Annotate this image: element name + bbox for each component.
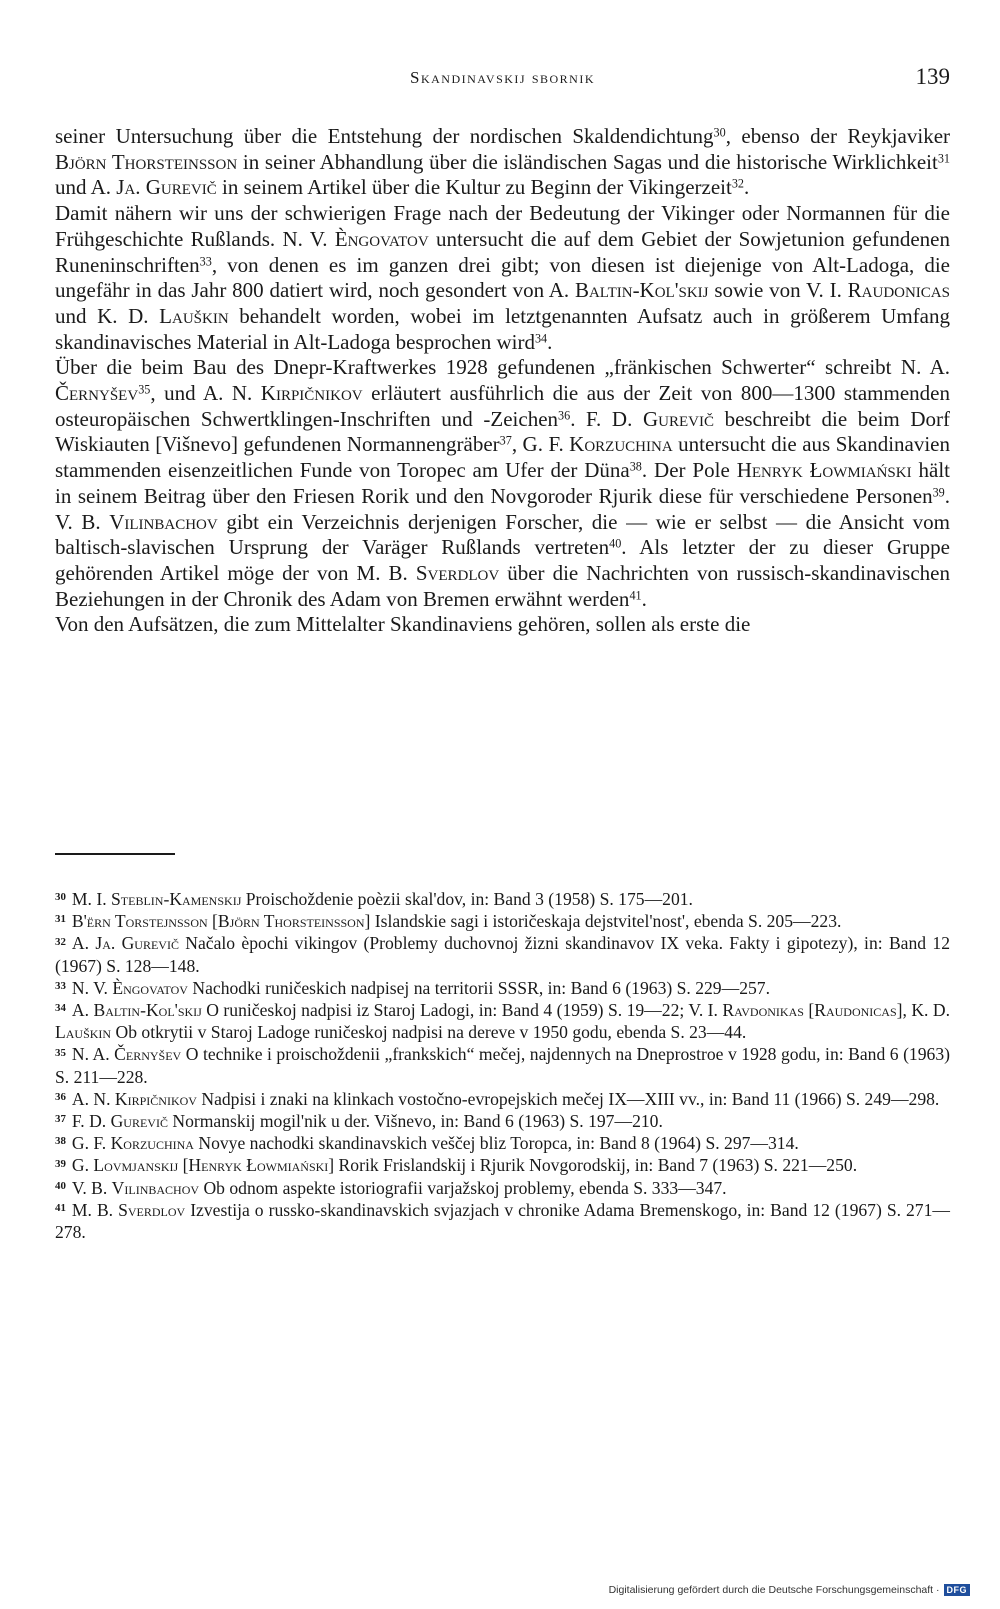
footnote-ref-32[interactable]: 32 [731, 176, 745, 191]
author-name: Vilinbachov [109, 509, 218, 534]
footnote-number: 35 [55, 1046, 66, 1059]
author-name: Steblin-Kamenskij [111, 889, 242, 909]
text-run: erläutert ausführlich die aus der Zeit von 800—1300 stammenden osteuropäischen Schwertklingen-Inschriften und -Zeichen [55, 381, 950, 431]
text-run: , von denen es im ganzen drei gibt; von diesen ist diejenige von Alt-Ladoga, die ungefähr in das Jahr 800 datiert wird, noch gesondert von A. [55, 252, 950, 303]
text-run: . Als letzter der zu dieser Gruppe gehörenden Artikel möge der von M. B. [55, 535, 950, 585]
text-run: O runičeskoj nadpisi iz Staroj Ladogi, in: Band 4 (1959) S. 19—22; V. I. [201, 1000, 723, 1021]
author-name: Björn Thorsteinsson [55, 149, 238, 174]
footnote-ref-36[interactable]: 36 [558, 408, 571, 423]
dfg-logo: DFG [944, 1584, 971, 1596]
text-run: gibt ein Verzeichnis derjenigen Forscher, die — wie er selbst — die Ansicht vom baltisch-slavischen Ursprung der Varäger Rußlands vertreten [55, 509, 950, 560]
author-name: Černyšev [114, 1044, 182, 1065]
text-run: F. D. [71, 1111, 111, 1132]
credit-text: Digitalisierung gefördert durch die Deutsche Forschungsgemeinschaft · [608, 1584, 940, 1596]
footnote-35 [55, 1043, 950, 1087]
text-run: A. [71, 933, 96, 954]
text-run: . V. B. [55, 483, 950, 534]
footnote-38 [55, 1132, 950, 1154]
page-header [55, 64, 950, 100]
text-run: untersucht die auf dem Gebiet der Sowjetunion gefundenen Runeninschriften [55, 226, 950, 277]
running-title: Skandinavskij sbornik [410, 68, 595, 87]
text-run: Rorik Frislandskij i Rjurik Novgorodskij, in: Band 7 (1963) S. 221—250. [334, 1155, 858, 1176]
footnote-34 [55, 999, 950, 1043]
footnote-ref-30[interactable]: 30 [713, 125, 726, 140]
text-run: . Der Pole [641, 458, 737, 483]
author-name: Černyšev [55, 381, 139, 406]
text-run: . [744, 175, 750, 200]
footnote-ref-40[interactable]: 40 [609, 536, 622, 551]
text-run: M. I. [71, 889, 112, 909]
footnote-number: 30 [55, 891, 66, 904]
footnote-number: 41 [55, 1201, 66, 1214]
footnote-39 [55, 1154, 950, 1176]
author-name: Gurevič [642, 406, 714, 431]
paragraph-2 [55, 201, 950, 355]
text-run: Über die beim Bau des Dnepr-Kraftwerkes 1928 gefundenen „fränkischen Schwerter“ schreibt N. A. [55, 355, 950, 380]
author-name: B'ërn Torstejnsson [Björn Thorsteinsson] [71, 911, 371, 932]
author-name: Ja. Gurevič [116, 175, 217, 200]
footnotes [55, 888, 950, 1243]
text-run: in seiner Abhandlung über die isländischen Sagas und die historische Wirklichkeit [237, 149, 938, 174]
footnote-number: 31 [55, 913, 66, 926]
page-number: 139 [915, 64, 950, 89]
footnote-ref-31[interactable]: 31 [937, 151, 950, 166]
author-name: Ravdonikas [Raudonicas] [722, 1000, 903, 1021]
footnote-ref-37[interactable]: 37 [499, 433, 512, 448]
author-name: Èngovatov [334, 226, 429, 251]
text-run: Islandskie sagi i istoričeskaja dejstvitel'nost', ebenda S. 205—223. [370, 911, 842, 932]
author-name: Lovmjanskij [Henryk Łowmiański] [93, 1155, 335, 1176]
footnote-ref-39[interactable]: 39 [932, 485, 945, 500]
author-name: Lauškin [159, 303, 229, 328]
text-run: , ebenso der Reykjaviker [725, 124, 951, 148]
footnote-37 [55, 1110, 950, 1132]
footnote-number: 32 [55, 935, 66, 948]
digitization-credit [609, 1581, 970, 1599]
text-run: behandelt worden, wobei im letztgenannten Aufsatz auch in größerem Umfang skandinavisches Material in Alt-Ladoga besprochen wird [55, 303, 950, 354]
author-name: Gurevič [110, 1111, 168, 1132]
text-run: seiner Untersuchung über die Entstehung der nordischen Skaldendichtung [55, 124, 714, 148]
text-run: M. B. [71, 1199, 119, 1220]
text-run: über die Nachrichten von russisch-skandinavischen Beziehungen in der Chronik des Adam von Bremen erwähnt werden [55, 560, 950, 611]
footnote-number: 36 [55, 1090, 66, 1103]
text-run: A. N. [71, 1088, 115, 1109]
text-run: . [641, 586, 647, 611]
text-run: Novye nachodki skandinavskich veščej bliz Toropca, in: Band 8 (1964) S. 297—314. [193, 1133, 799, 1154]
text-run: und A. [55, 175, 117, 200]
text-run: G. [71, 1155, 94, 1176]
footnote-36 [55, 1088, 950, 1110]
text-run: A. [71, 1000, 94, 1021]
footnote-ref-34[interactable]: 34 [534, 330, 548, 345]
footnote-33 [55, 977, 950, 999]
footnote-number: 37 [55, 1113, 66, 1126]
body-text [55, 124, 950, 638]
text-run: sowie von V. I. [708, 278, 848, 303]
author-name: Korzuchina [569, 432, 673, 457]
text-run: N. A. [71, 1044, 115, 1065]
author-name: Vilinbachov [111, 1177, 200, 1198]
text-run: Normanskij mogil'nik u der. Višnevo, in: Band 6 (1963) S. 197—210. [167, 1111, 663, 1132]
text-run: . [547, 329, 553, 354]
text-run: Ob otkrytii v Staroj Ladoge runičeskoj nadpisi na dereve v 1950 godu, ebenda S. 23—44. [111, 1022, 747, 1043]
author-name: Baltin-Kol'skij [574, 278, 709, 303]
footnote-30 [55, 888, 950, 910]
author-name: Èngovatov [112, 977, 188, 998]
paragraph-1 [55, 124, 950, 201]
text-run: und K. D. [55, 303, 160, 328]
footnote-number: 38 [55, 1135, 66, 1148]
footnote-32 [55, 932, 950, 976]
footnote-number: 34 [55, 1002, 66, 1015]
text-run: Von den Aufsätzen, die zum Mittelalter Skandinaviens gehören, sollen als erste die [55, 612, 751, 637]
text-run: , und A. N. [150, 381, 261, 406]
footnote-ref-33[interactable]: 33 [199, 253, 212, 268]
text-run: , K. D. [902, 1000, 950, 1021]
text-run: Damit nähern wir uns der schwierigen Frage nach der Bedeutung der Vikinger oder Normannen für die Frühgeschichte Rußlands. N. V. [55, 201, 950, 251]
footnote-ref-35[interactable]: 35 [138, 382, 151, 397]
text-run: Načalo èpochi vikingov (Problemy duchovnoj žizni skandinavov IX veka. Fakty i gipotezy), in: Band 12 (1967) S. 128—148. [55, 933, 950, 976]
footnote-31 [55, 910, 950, 932]
text-run: N. V. [71, 977, 113, 998]
text-run: Ob odnom aspekte istoriografii varjažskoj problemy, ebenda S. 333—347. [199, 1177, 727, 1198]
footnote-divider [55, 853, 175, 855]
author-name: Sverdlov [415, 560, 500, 585]
author-name: Korzuchina [110, 1133, 194, 1154]
text-run: Nadpisi i znaki na klinkach vostočno-evropejskich mečej IX—XIII vv., in: Band 11 (1966) S. 249—298. [196, 1088, 940, 1109]
footnote-number: 39 [55, 1157, 66, 1170]
text-run: , G. F. [511, 432, 570, 457]
text-run: hält in seinem Beitrag über den Friesen Rorik und den Novgoroder Rjurik diese für verschiedene Personen [55, 458, 950, 508]
footnote-ref-41[interactable]: 41 [629, 587, 642, 602]
footnote-number: 40 [55, 1179, 66, 1192]
author-name: Ja. Gurevič [95, 933, 179, 954]
text-run: . F. D. [570, 406, 643, 431]
author-name: Kirpičnikov [260, 381, 363, 406]
author-name: Kirpičnikov [114, 1088, 197, 1109]
text-run: V. B. [71, 1177, 112, 1198]
author-name: Lauškin [55, 1022, 112, 1043]
text-run: Izvestija o russko-skandinavskich svjazjach v chronike Adama Bremenskogo, in: Band 12 (1967) S. 271—278. [55, 1199, 950, 1243]
text-run: in seinem Artikel über die Kultur zu Beginn der Vikingerzeit [216, 175, 732, 200]
text-run: untersucht die aus Skandinavien stammenden eisenzeitlichen Funde von Toropec am Ufer der Düna [55, 432, 951, 483]
text-run: Proischoždenie poèzii skal'dov, in: Band 3 (1958) S. 175—201. [241, 889, 693, 909]
author-name: Baltin-Kol'skij [93, 1000, 202, 1021]
author-name: Sverdlov [118, 1199, 186, 1220]
footnote-ref-38[interactable]: 38 [629, 459, 642, 474]
paragraph-3 [55, 355, 950, 612]
text-run: Nachodki runičeskich nadpisej na territorii SSSR, in: Band 6 (1963) S. 229—257. [187, 977, 770, 998]
author-name: Raudonicas [847, 278, 950, 303]
text-run: beschreibt die beim Dorf Wiskiauten [Višnevo] gefundenen Normannengräber [55, 406, 951, 457]
footnote-41 [55, 1199, 950, 1243]
footnote-40 [55, 1177, 950, 1199]
paragraph-4 [55, 612, 950, 638]
text-run: G. F. [71, 1133, 111, 1154]
text-run: O technike i proischoždenii „frankskich“ mečej, najdennych na Dneprostroe v 1928 godu, in: Band 6 (1963) S. 211—228. [55, 1044, 950, 1087]
author-name: Henryk Łowmiański [736, 458, 912, 483]
footnote-number: 33 [55, 979, 66, 992]
